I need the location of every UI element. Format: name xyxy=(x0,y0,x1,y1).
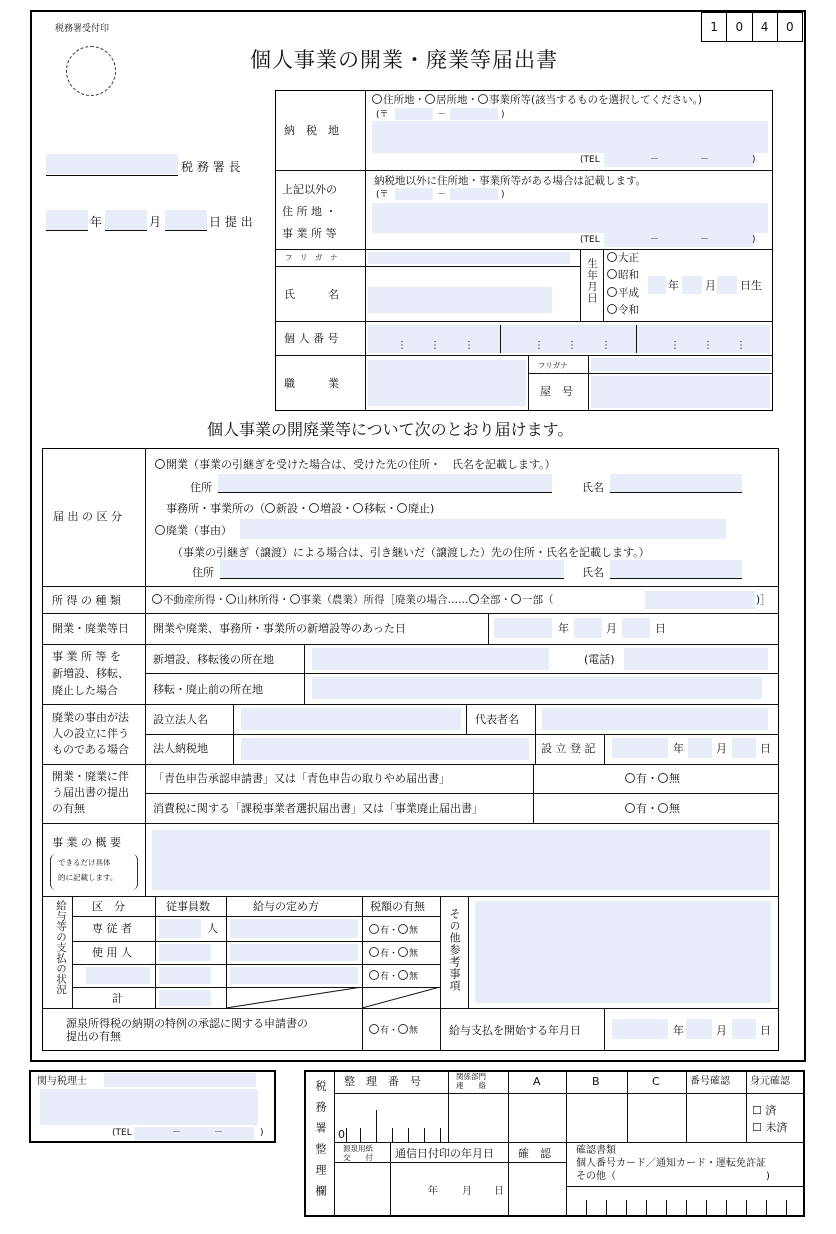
salary-count-input[interactable] xyxy=(159,944,211,961)
day-label: 日 xyxy=(760,742,771,755)
transfer-note: （事業の引継ぎ（譲渡）による場合は、引き継いだ（譲渡した）先の住所・氏名を記載します。） xyxy=(172,546,650,559)
salary-count-input[interactable] xyxy=(159,967,211,984)
reg-month-input[interactable] xyxy=(688,738,712,758)
open-addr-label: 住所 xyxy=(190,481,212,494)
submit-year-label: 年 xyxy=(90,215,103,229)
taxplace-tel-input[interactable] xyxy=(604,153,754,167)
mynumber-label: 個 人 番 号 xyxy=(284,332,339,345)
salary-tax-choice[interactable]: 有・ 無 xyxy=(369,924,418,937)
salary-method-input[interactable] xyxy=(230,967,358,984)
month-label: 月 xyxy=(606,622,617,635)
shop-label: 屋 号 xyxy=(540,385,573,398)
withholding-label: 提出の有無 xyxy=(66,1030,121,1043)
salary-row-label: 専 従 者 xyxy=(92,922,132,935)
tel-label: (TEL xyxy=(580,155,600,165)
submission-label: う届出書の提出 xyxy=(52,786,129,799)
dash: － xyxy=(700,235,710,245)
reg-day-input[interactable] xyxy=(732,738,756,758)
new-place-phone-input[interactable] xyxy=(624,648,768,670)
submission-row1: 「青色申告承認申請書」又は「青色申告の取りやめ届出書」 xyxy=(153,772,450,785)
salary-tax-choice[interactable]: 有・ 無 xyxy=(369,970,418,983)
category-open[interactable]: 開業（事業の引継ぎを受けた場合は、受けた先の住所・ 氏名を記載します。） xyxy=(155,458,556,471)
radio-all[interactable] xyxy=(469,594,479,604)
taxplace-zip1[interactable] xyxy=(395,108,433,120)
office-header: 連 絡 xyxy=(456,1081,486,1090)
submit-month-input[interactable] xyxy=(105,210,147,230)
withholding-choice[interactable]: 有・ 無 xyxy=(369,1024,418,1037)
salary-start-year-input[interactable] xyxy=(612,1019,668,1039)
tax-agent-label: 関与税理士 xyxy=(37,1076,87,1087)
month-label: 月 xyxy=(462,1186,472,1197)
birth-year-label: 年 xyxy=(668,279,679,292)
salary-unit: 人 xyxy=(207,922,218,935)
doc-other: その他（ ) xyxy=(576,1171,770,1182)
radio-business[interactable] xyxy=(290,594,300,604)
salary-total-label: 計 xyxy=(112,992,123,1005)
shop-furigana-label: フリガナ xyxy=(538,361,568,370)
form-code-digit: 0 xyxy=(727,12,752,42)
radio-forest[interactable] xyxy=(226,594,236,604)
corp-label: ものである場合 xyxy=(52,743,129,756)
office-header: B xyxy=(592,1075,600,1088)
taxplace-options: 住所地・ 居所地・ 事業所等(該当するものを選択してください。) xyxy=(372,94,702,107)
salary-header: 給与の定め方 xyxy=(253,900,319,913)
submit-day-label: 日 提 出 xyxy=(209,215,253,229)
day-label: 日 xyxy=(494,1186,504,1197)
office-header: 番号確認 xyxy=(690,1076,730,1087)
new-place-input[interactable] xyxy=(312,648,549,670)
salary-method-input[interactable] xyxy=(230,919,358,938)
taxplace-zip: (〒 xyxy=(376,110,389,120)
era-taisho[interactable]: 大正 xyxy=(607,252,639,265)
dash: － xyxy=(214,1128,224,1138)
salary-header: 区 分 xyxy=(92,900,125,913)
office-source-label: 交 付 xyxy=(343,1153,373,1162)
tax-agent-address-input[interactable] xyxy=(40,1089,258,1125)
day-label: 日 xyxy=(655,622,666,635)
declaration-text: 個人事業の開廃業等について次のとおり届けます。 xyxy=(207,420,574,439)
era-reiwa[interactable]: 令和 xyxy=(607,304,639,317)
income-options: 不動産所得・ 山林所得・ 事業（農業）所得［廃業の場合…… 全部・ 一部（ xyxy=(152,594,554,607)
other-place-label: 住 所 地 ・ xyxy=(282,205,337,218)
other-notes-input[interactable] xyxy=(475,901,771,1003)
shop-name-input[interactable] xyxy=(591,376,770,408)
transfer-addr-label: 住所 xyxy=(192,566,214,579)
paren: ) xyxy=(752,235,756,245)
transfer-addr-input[interactable] xyxy=(220,560,564,578)
year-label: 年 xyxy=(673,1024,684,1037)
year-label: 年 xyxy=(673,742,684,755)
salary-start-label: 給与支払を開始する年月日 xyxy=(449,1024,581,1037)
openclose-date-label: 開業・廃業等日 xyxy=(52,622,129,635)
birth-year-input[interactable] xyxy=(648,276,666,294)
tel-label: (TEL xyxy=(580,235,600,245)
form-code-digit: 0 xyxy=(778,12,803,42)
dash: － xyxy=(437,110,447,120)
withholding-label: 源泉所得税の納期の特例の承認に関する申請書の xyxy=(66,1017,308,1030)
submit-month-label: 月 xyxy=(149,215,162,229)
paren: ) xyxy=(501,110,505,120)
corp-tax-input[interactable] xyxy=(241,738,529,760)
other-place-label: 上記以外の xyxy=(282,183,337,196)
other-place-note: 納税地以外に住所地・事業所等がある場合は記載します。 xyxy=(374,175,647,187)
job-label: 職 業 xyxy=(284,377,339,390)
paren: ) xyxy=(501,190,505,200)
form-title: 個人事業の開業・廃業等届出書 xyxy=(250,48,558,72)
income-label: 所 得 の 種 類 xyxy=(52,594,121,607)
dash: － xyxy=(650,155,660,165)
other-notes-label: その他参考事項 xyxy=(448,908,461,992)
old-place-input[interactable] xyxy=(312,677,762,699)
salary-total-input[interactable] xyxy=(159,990,211,1006)
tel-label: (TEL xyxy=(112,1128,132,1138)
name-label: 氏 名 xyxy=(284,288,339,301)
era-heisei[interactable]: 平成 xyxy=(607,287,639,300)
salary-header: 税額の有無 xyxy=(370,900,425,913)
birth-month-label: 月 xyxy=(705,279,716,292)
open-name-label: 氏名 xyxy=(582,481,604,494)
office-header: 身元確認 xyxy=(750,1076,790,1087)
office-header: 関係部門 xyxy=(456,1072,486,1081)
year-label: 年 xyxy=(428,1186,438,1197)
overview-note-line: できるだけ具体 xyxy=(58,858,111,867)
tax-agent-tel-input[interactable] xyxy=(134,1127,254,1140)
paren: ) xyxy=(260,1128,264,1138)
office-header: C xyxy=(652,1075,660,1088)
transfer-name-input[interactable] xyxy=(610,560,742,578)
submission-label: 開業・廃業に伴 xyxy=(52,770,129,783)
check-done[interactable]: ☐ 済 xyxy=(752,1104,777,1117)
open-name-input[interactable] xyxy=(610,474,742,492)
radio-jigyosho[interactable] xyxy=(478,94,488,104)
corp-label: 人の設立に伴う xyxy=(52,727,129,740)
other-place-label: 事 業 所 等 xyxy=(282,227,337,240)
taxplace-zip2[interactable] xyxy=(450,108,498,120)
day-label: 日 xyxy=(760,1024,771,1037)
taxplace-label: 納 税 地 xyxy=(284,124,339,137)
mynumber-dividers: ⋮ ⋮ ⋮ ⋮ ⋮ ⋮ ⋮ ⋮ ⋮ xyxy=(397,340,746,351)
office-change-label: 事 業 所 等 を xyxy=(52,650,121,663)
overview-note-line: 的に記載します。 xyxy=(58,873,118,882)
office-header: 整 理 番 号 xyxy=(344,1075,421,1088)
birth-month-input[interactable] xyxy=(682,276,702,294)
reg-year-input[interactable] xyxy=(612,738,668,758)
radio-part[interactable] xyxy=(511,594,521,604)
radio-new[interactable] xyxy=(265,503,275,513)
ticks xyxy=(346,1110,446,1142)
radio-realestate[interactable] xyxy=(152,594,162,604)
phone-label: (電話) xyxy=(584,653,615,666)
era-showa[interactable]: 昭和 xyxy=(607,269,639,282)
radio-close[interactable] xyxy=(397,503,407,513)
office-use-side-label: 税務署整理欄 xyxy=(314,1080,327,1206)
corp-label: 廃業の事由が法 xyxy=(52,711,129,724)
number-cells xyxy=(566,1200,805,1217)
dash: － xyxy=(437,190,447,200)
transfer-name-label: 氏名 xyxy=(582,566,604,579)
other-zip1[interactable] xyxy=(395,188,433,200)
tax-office-input[interactable] xyxy=(46,154,178,174)
corp-name-input[interactable] xyxy=(241,708,461,730)
new-place-label: 新増設、移転後の所在地 xyxy=(153,653,274,666)
zero-mark: 0 xyxy=(338,1128,345,1141)
salary-start-month-input[interactable] xyxy=(686,1019,712,1039)
radio-inc[interactable] xyxy=(309,503,319,513)
paren: ) xyxy=(752,155,756,165)
shop-furigana-input[interactable] xyxy=(591,358,770,371)
name-input[interactable] xyxy=(368,287,552,313)
dash: － xyxy=(700,155,710,165)
salary-tax-choice[interactable]: 有・ 無 xyxy=(369,947,418,960)
zip-label: (〒 xyxy=(376,190,389,200)
salary-method-input[interactable] xyxy=(230,944,358,961)
stamp-label: 税務署受付印 xyxy=(55,24,110,34)
office-source-label: 源泉用紙 xyxy=(343,1144,373,1153)
openclose-month-input[interactable] xyxy=(574,618,602,638)
openclose-year-input[interactable] xyxy=(494,618,552,638)
submit-day-input[interactable] xyxy=(165,210,207,230)
salary-start-day-input[interactable] xyxy=(732,1019,756,1039)
dash: － xyxy=(172,1128,182,1138)
salary-side-label: 給与等の支払の状況 xyxy=(55,900,67,995)
other-zip2[interactable] xyxy=(450,188,498,200)
doc-title: 確認書類 xyxy=(576,1145,616,1156)
other-address-input[interactable] xyxy=(372,203,768,233)
submission-label: の有無 xyxy=(52,802,85,815)
confirm-label: 確 認 xyxy=(518,1147,551,1160)
overview-input[interactable] xyxy=(152,830,770,890)
corp-tax-label: 法人納税地 xyxy=(153,742,208,755)
office-change-label: 新増設、移転、 xyxy=(52,667,129,680)
month-label: 月 xyxy=(716,1024,727,1037)
month-label: 月 xyxy=(716,742,727,755)
radio-jusho[interactable] xyxy=(372,94,382,104)
office-change-label: 廃止した場合 xyxy=(52,684,118,697)
form-code-digit: 4 xyxy=(753,12,778,42)
birth-day-label: 日生 xyxy=(740,279,762,292)
submission-row1-choice[interactable]: 有・ 無 xyxy=(625,772,680,785)
corp-name-label: 設立法人名 xyxy=(153,713,208,726)
income-end: )］ xyxy=(756,594,771,606)
year-label: 年 xyxy=(558,622,569,635)
furigana-label: フ リ ガ ナ xyxy=(285,253,338,262)
notify-date-label: 通信日付印の年月日 xyxy=(395,1147,494,1160)
submit-year-input[interactable] xyxy=(46,210,88,230)
category-office: 事務所・事業所の（ 新設・ 増設・ 移転・ 廃止) xyxy=(166,502,435,515)
open-addr-input[interactable] xyxy=(218,474,552,492)
form-code-digit: 1 xyxy=(701,12,727,42)
closure-reason-input[interactable] xyxy=(240,519,726,539)
form-code xyxy=(701,12,803,42)
tax-agent-name-input[interactable] xyxy=(104,1073,256,1087)
job-input[interactable] xyxy=(368,360,526,406)
salary-row-label: 使 用 人 xyxy=(92,946,132,959)
category-closure[interactable]: 廃業（事由） xyxy=(155,524,232,537)
doc-list: 個人番号カード／通知カード・運転免許証 xyxy=(576,1158,766,1169)
category-label: 届 出 の 区 分 xyxy=(53,510,122,523)
openclose-date-desc: 開業や廃業、事務所・事業所の新増設等のあった日 xyxy=(153,622,406,635)
salary-diagonals xyxy=(226,987,440,1008)
birth-day-input[interactable] xyxy=(717,276,737,294)
check-not-done[interactable]: ☐ 未済 xyxy=(752,1121,788,1134)
dash: － xyxy=(650,235,660,245)
submission-row2: 消費税に関する「課税事業者選択届出書」又は「事業廃止届出書」 xyxy=(153,802,483,815)
reg-label: 設 立 登 記 xyxy=(541,742,596,755)
old-place-label: 移転・廃止前の所在地 xyxy=(153,683,263,696)
income-part-input[interactable] xyxy=(645,591,755,609)
radio-kyosho[interactable] xyxy=(425,94,435,104)
radio-move[interactable] xyxy=(353,503,363,513)
salary-kubun-input[interactable] xyxy=(86,967,150,984)
openclose-day-input[interactable] xyxy=(622,618,650,638)
submission-row2-choice[interactable]: 有・ 無 xyxy=(625,802,680,815)
rep-label: 代表者名 xyxy=(475,713,519,726)
other-tel-input[interactable] xyxy=(604,233,754,247)
tax-office-suffix: 税 務 署 長 xyxy=(181,160,241,174)
stamp-circle xyxy=(66,46,116,96)
rep-input[interactable] xyxy=(542,708,768,730)
salary-count-input[interactable] xyxy=(159,919,201,938)
birth-label: 生年月日 xyxy=(586,258,598,304)
office-header: A xyxy=(533,1075,541,1088)
name-furigana-input[interactable] xyxy=(368,252,570,264)
overview-label: 事 業 の 概 要 xyxy=(52,836,121,849)
taxplace-address-input[interactable] xyxy=(372,121,768,153)
salary-header: 従事員数 xyxy=(166,900,210,913)
